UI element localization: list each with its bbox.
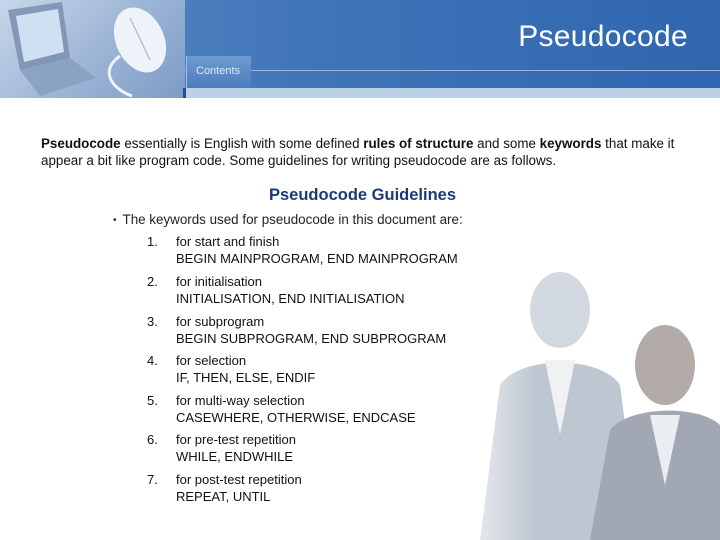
list-number: 4. [147,353,158,368]
intro-text-2: and some [473,136,540,151]
intro-term-keywords: keywords [539,136,602,151]
list-purpose: for pre-test repetition [176,432,296,447]
bullet-dot-icon: • [113,215,117,226]
intro-text-1: essentially is English with some defined [120,136,364,151]
page-title: Pseudocode [518,20,688,53]
list-keywords: INITIALISATION, END INITIALISATION [176,290,405,306]
list-keywords: BEGIN SUBPROGRAM, END SUBPROGRAM [176,330,447,346]
list-purpose: for multi-way selection [176,393,305,408]
list-number: 3. [147,314,158,329]
contents-tab[interactable] [186,56,251,88]
list-purpose: for post-test repetition [176,472,302,487]
list-keywords: WHILE, ENDWHILE [176,448,294,464]
list-keywords: CASEWHERE, OTHERWISE, ENDCASE [176,409,416,425]
header-accent [183,88,186,98]
header-band [185,88,720,98]
intro-term-pseudocode: Pseudocode [41,136,121,151]
intro-paragraph [41,135,681,169]
list-purpose: for start and finish [176,234,280,249]
list-purpose: for subprogram [176,314,265,329]
intro-term-rules: rules of structure [363,136,474,151]
guidelines-heading: Pseudocode Guidelines [268,186,457,204]
business-people-image [440,255,720,540]
list-keywords: REPEAT, UNTIL [176,488,271,504]
list-number: 6. [147,432,158,447]
list-number: 1. [147,234,158,249]
list-keywords: BEGIN MAINPROGRAM, END MAINPROGRAM [176,250,458,266]
list-number: 2. [147,274,158,289]
bullet-item [113,212,463,227]
header-rule [185,70,720,71]
slide-header [0,0,720,98]
list-number: 7. [147,472,158,487]
intro-text-3: that make it appear a bit like program code. Some guidelines for writing pseudocode are as follows. [41,136,675,168]
contents-tab-label: Contents [196,65,241,77]
list-purpose: for selection [176,353,247,368]
list-purpose: for initialisation [176,274,262,289]
bullet-text: The keywords used for pseudocode in this document are: [122,212,463,227]
laptop-mouse-image [0,0,185,98]
list-number: 5. [147,393,158,408]
list-keywords: IF, THEN, ELSE, ENDIF [176,369,316,385]
